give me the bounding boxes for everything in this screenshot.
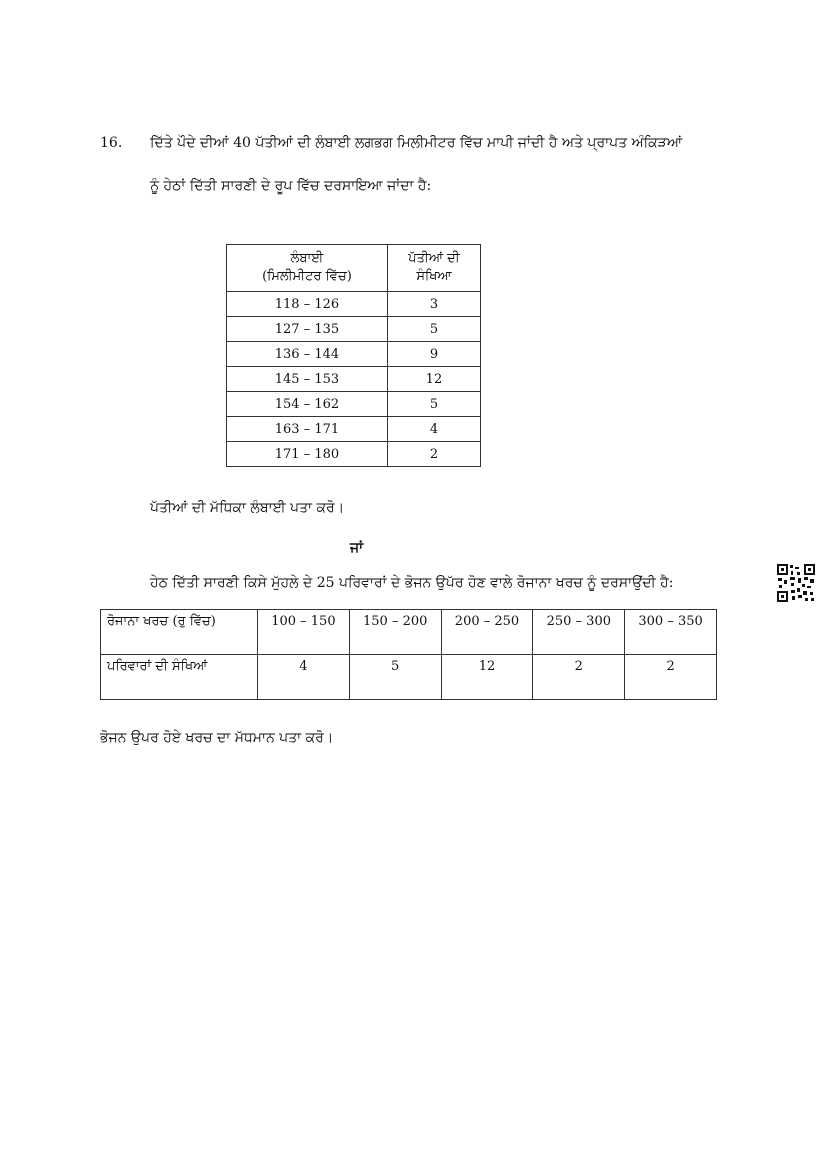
table-row	[227, 292, 481, 317]
count-cell: 2	[387, 442, 480, 467]
range-cell: 200 – 250	[441, 610, 533, 655]
table-row	[227, 317, 481, 342]
mean-question: ਭੋਜਨ ਉਪਰ ਹੋਏ ਖਰਚ ਦਾ ਮੱਧਮਾਨ ਪਤਾ ਕਰੋ।	[100, 730, 334, 746]
expense-label: ਰੋਜਾਨਾ ਖਰਚ (ਰੁ ਵਿੱਚ)	[101, 610, 258, 655]
range-cell: 118 – 126	[227, 292, 388, 317]
header-count-line-1: ਪੱਤੀਆਂ ਦੀ	[408, 251, 460, 266]
question-number: 16.	[100, 135, 123, 151]
count-cell: 12	[387, 367, 480, 392]
range-cell: 163 – 171	[227, 417, 388, 442]
range-cell: 300 – 350	[625, 610, 717, 655]
count-cell: 5	[387, 317, 480, 342]
range-cell: 100 – 150	[258, 610, 350, 655]
table-row	[227, 392, 481, 417]
count-cell: 3	[387, 292, 480, 317]
count-cell: 9	[387, 342, 480, 367]
range-cell: 154 – 162	[227, 392, 388, 417]
question-text-line-1: ਦਿੱਤੇ ਪੌਦੇ ਦੀਆਂ 40 ਪੱਤੀਆਂ ਦੀ ਲੰਬਾਈ ਲਗਭਗ ਮਿਲੀਮੀਟਰ ਵਿੱਚ ਮਾਪੀ ਜਾਂਦੀ ਹੈ ਅਤੇ ਪ੍ਰਾਪਤ ਅੰਕਿੜਆਂ	[150, 135, 683, 151]
table-row	[227, 367, 481, 392]
table-row	[227, 417, 481, 442]
count-cell: 5	[349, 655, 441, 700]
header-count	[387, 245, 480, 292]
table-row-expense	[101, 610, 717, 655]
count-cell: 5	[387, 392, 480, 417]
qr-code-icon	[776, 563, 816, 603]
alt-question-text: ਹੇਠ ਦਿੱਤੀ ਸਾਰਣੀ ਕਿਸੇ ਮੁੱਹਲੇ ਦੇ 25 ਪਰਿਵਾਰਾਂ ਦੇ ਭੋਜਨ ਉਪੱਰ ਹੋਣ ਵਾਲੇ ਰੋਜਾਨਾ ਖਰਚ ਨੂੰ ਦਰਸਾਉਂਦੀ ਹੈ:	[150, 575, 674, 591]
range-cell: 145 – 153	[227, 367, 388, 392]
count-cell: 4	[387, 417, 480, 442]
food-expense-table	[100, 609, 717, 700]
table-header-row	[227, 245, 481, 292]
count-cell: 12	[441, 655, 533, 700]
families-label: ਪਰਿਵਾਰਾਂ ਦੀ ਸੰਖਿਆਂ	[101, 655, 258, 700]
count-cell: 2	[533, 655, 625, 700]
range-cell: 127 – 135	[227, 317, 388, 342]
header-count-line-2: ਸੰਖਿਆ	[416, 269, 452, 284]
leaf-length-table	[226, 244, 481, 467]
or-separator: ਜਾਂ	[350, 540, 364, 556]
header-length-line-1: ਲੰਬਾਈ	[290, 251, 324, 266]
table-row	[227, 342, 481, 367]
range-cell: 150 – 200	[349, 610, 441, 655]
header-length-line-2: (ਮਿਲੀਮੀਟਰ ਵਿੱਚ)	[262, 269, 352, 284]
qr-code-graphic	[776, 563, 816, 603]
range-cell: 171 – 180	[227, 442, 388, 467]
question-text-line-2: ਨੂੰ ਹੇਠਾਂ ਦਿੱਤੀ ਸਾਰਣੀ ਦੇ ਰੂਪ ਵਿੱਚ ਦਰਸਾਇਆ ਜਾਂਦਾ ਹੈ:	[150, 178, 432, 194]
range-cell: 250 – 300	[533, 610, 625, 655]
header-length	[227, 245, 388, 292]
median-question: ਪੱਤੀਆਂ ਦੀ ਮੱਧਿਕਾ ਲੰਬਾਈ ਪਤਾ ਕਰੋ।	[150, 500, 345, 516]
count-cell: 2	[625, 655, 717, 700]
table-row	[227, 442, 481, 467]
range-cell: 136 – 144	[227, 342, 388, 367]
count-cell: 4	[258, 655, 350, 700]
table-row-families	[101, 655, 717, 700]
